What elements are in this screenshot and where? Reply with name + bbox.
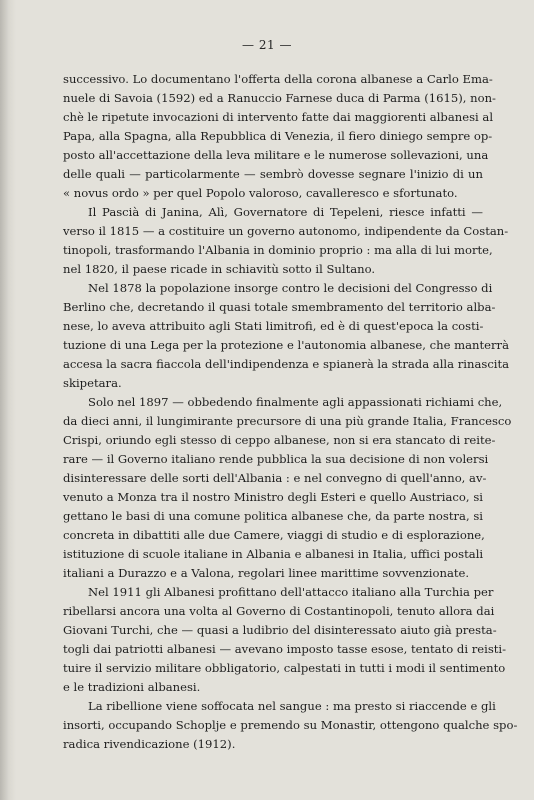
paragraph-4: [63, 393, 512, 583]
text-line: venuto a Monza tra il nostro Ministro degli Esteri e quello Austriaco, si: [63, 490, 483, 504]
text-line: Crispi, oriundo egli stesso di ceppo albanese, non si era stancato di reite-: [63, 433, 496, 447]
text-line: insorti, occupando Schoplje e premendo su Monastir, ottengono qualche spo-: [63, 718, 518, 732]
paragraph-2: [63, 203, 509, 279]
text-line: Nel 1911 gli Albanesi profittano dell'attacco italiano alla Turchia per: [88, 585, 494, 599]
text-line: La ribellione viene soffocata nel sangue : ma presto si riaccende e gli: [88, 699, 496, 713]
text-line: nel 1820, il paese ricade in schiavitù sotto il Sultano.: [63, 262, 376, 276]
text-line: tuire il servizio militare obbligatorio, calpestati in tutti i modi il sentimento: [63, 661, 506, 675]
text-line: tinopoli, trasformando l'Albania in dominio proprio : ma alla di lui morte,: [63, 243, 493, 257]
text-line: istituzione di scuole italiane in Albania e albanesi in Italia, uffici postali: [63, 547, 484, 561]
paragraph-5: [63, 583, 507, 697]
text-line: e le tradizioni albanesi.: [63, 680, 201, 694]
text-line: accesa la sacra fiaccola dell'indipendenza e spianerà la strada alla rinascita: [63, 357, 510, 371]
text-line: chè le ripetute invocazioni di intervento fatte dai maggiorenti albanesi al: [63, 110, 494, 124]
text-line: « novus ordo » per quel Popolo valoroso, cavalleresco e sfortunato.: [63, 186, 458, 200]
page-body-text: [63, 70, 518, 754]
text-line: verso il 1815 — a costituire un governo autonomo, indipendente da Costan-: [63, 224, 509, 238]
text-line: tuzione di una Lega per la protezione e l'autonomia albanese, che manterrà: [63, 338, 510, 352]
text-line: Nel 1878 la popolazione insorge contro le decisioni del Congresso di: [88, 281, 493, 295]
text-line: Solo nel 1897 — obbedendo finalmente agli appassionati richiami che,: [88, 395, 503, 409]
text-line: Berlino che, decretando il quasi totale smembramento del territorio alba-: [63, 300, 496, 314]
paragraph-3: [63, 279, 510, 393]
text-line: successivo. Lo documentano l'offerta della corona albanese a Carlo Ema-: [63, 72, 493, 86]
text-line: concreta in dibattiti alle due Camere, viaggi di studio e di esplorazione,: [63, 528, 485, 542]
page-edge-shadow: [0, 0, 16, 800]
text-line: posto all'accettazione della leva militare e le numerose sollevazioni, una: [63, 148, 489, 162]
text-line: radica rivendicazione (1912).: [63, 737, 236, 751]
text-line: skipetara.: [63, 376, 122, 390]
text-line: ribellarsi ancora una volta al Governo di Costantinopoli, tenuto allora dai: [63, 604, 495, 618]
text-line: nese, lo aveva attribuito agli Stati limitrofi, ed è di quest'epoca la costi-: [63, 319, 484, 333]
text-line: italiani a Durazzo e a Valona, regolari linee marittime sovvenzionate.: [63, 566, 470, 580]
text-line: Papa, alla Spagna, alla Repubblica di Venezia, il fiero diniego sempre op-: [63, 129, 493, 143]
text-line: disinteressare delle sorti dell'Albania : e nel convegno di quell'anno, av-: [63, 471, 487, 485]
paragraph-6: [63, 697, 518, 754]
text-line: da dieci anni, il lungimirante precursore di una più grande Italia, Francesco: [63, 414, 512, 428]
text-line: togli dai patriotti albanesi — avevano imposto tasse esose, tentato di reisti-: [63, 642, 507, 656]
text-line: Il Pascià di Janina, Alì, Governatore di Tepeleni, riesce infatti —: [88, 205, 483, 219]
text-line: gettano le basi di una comune politica albanese che, da parte nostra, si: [63, 509, 483, 523]
text-line: rare — il Governo italiano rende pubblica la sua decisione di non volersi: [63, 452, 489, 466]
page-number: — 21 —: [242, 38, 292, 52]
text-line: delle quali — particolarmente — sembrò dovesse segnare l'inizio di un: [63, 167, 483, 181]
text-line: Giovani Turchi, che — quasi a ludibrio del disinteressato aiuto già presta-: [63, 623, 497, 637]
text-line: nuele di Savoia (1592) ed a Ranuccio Farnese duca di Parma (1615), non-: [63, 91, 496, 105]
paragraph-1: [63, 70, 496, 203]
